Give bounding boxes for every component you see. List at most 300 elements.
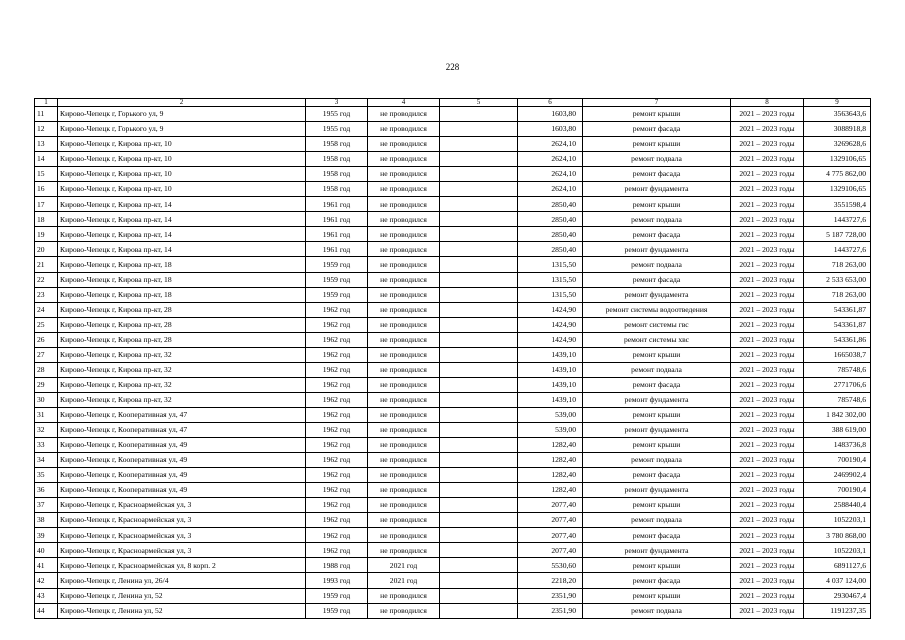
column-number-header: 4 xyxy=(368,99,440,107)
area-cell: 1282,40 xyxy=(518,468,583,483)
row-index-cell: 11 xyxy=(35,107,58,122)
address-cell: Кирово-Чепецк г, Горького ул, 9 xyxy=(58,107,306,122)
table-row xyxy=(35,513,871,528)
column-number-header: 8 xyxy=(731,99,804,107)
last-repair-cell: не проводился xyxy=(368,182,440,197)
cost-cell: 1443727,6 xyxy=(804,212,871,227)
period-cell: 2021 – 2023 годы xyxy=(731,558,804,573)
row-index-cell: 20 xyxy=(35,242,58,257)
work-type-cell: ремонт фасада xyxy=(583,167,731,182)
period-cell: 2021 – 2023 годы xyxy=(731,137,804,152)
address-cell: Кирово-Чепецк г, Кирова пр-кт, 10 xyxy=(58,152,306,167)
column-number-header: 6 xyxy=(518,99,583,107)
empty-cell xyxy=(440,332,518,347)
work-type-cell: ремонт фасада xyxy=(583,528,731,543)
cost-cell: 1329106,65 xyxy=(804,152,871,167)
table-row xyxy=(35,422,871,437)
address-cell: Кирово-Чепецк г, Кооперативная ул, 49 xyxy=(58,453,306,468)
area-cell: 1603,80 xyxy=(518,122,583,137)
address-cell: Кирово-Чепецк г, Кирова пр-кт, 18 xyxy=(58,257,306,272)
row-index-cell: 12 xyxy=(35,122,58,137)
cost-cell: 3269628,6 xyxy=(804,137,871,152)
cost-cell: 1443727,6 xyxy=(804,242,871,257)
work-type-cell: ремонт подвала xyxy=(583,603,731,618)
table-row xyxy=(35,287,871,302)
cost-cell: 2771706,6 xyxy=(804,377,871,392)
period-cell: 2021 – 2023 годы xyxy=(731,573,804,588)
work-type-cell: ремонт крыши xyxy=(583,407,731,422)
row-index-cell: 30 xyxy=(35,392,58,407)
area-cell: 2351,90 xyxy=(518,588,583,603)
period-cell: 2021 – 2023 годы xyxy=(731,107,804,122)
period-cell: 2021 – 2023 годы xyxy=(731,302,804,317)
last-repair-cell: не проводился xyxy=(368,137,440,152)
cost-cell: 2469902,4 xyxy=(804,468,871,483)
cost-cell: 1191237,35 xyxy=(804,603,871,618)
area-cell: 1439,10 xyxy=(518,392,583,407)
build-year-cell: 1962 год xyxy=(306,543,368,558)
empty-cell xyxy=(440,197,518,212)
period-cell: 2021 – 2023 годы xyxy=(731,272,804,287)
last-repair-cell: не проводился xyxy=(368,392,440,407)
last-repair-cell: не проводился xyxy=(368,498,440,513)
period-cell: 2021 – 2023 годы xyxy=(731,227,804,242)
cost-cell: 6891127,6 xyxy=(804,558,871,573)
period-cell: 2021 – 2023 годы xyxy=(731,257,804,272)
build-year-cell: 1962 год xyxy=(306,483,368,498)
empty-cell xyxy=(440,272,518,287)
empty-cell xyxy=(440,242,518,257)
work-type-cell: ремонт подвала xyxy=(583,453,731,468)
work-type-cell: ремонт фундамента xyxy=(583,422,731,437)
row-index-cell: 25 xyxy=(35,317,58,332)
build-year-cell: 1962 год xyxy=(306,392,368,407)
area-cell: 1424,90 xyxy=(518,317,583,332)
work-type-cell: ремонт системы водоотведения xyxy=(583,302,731,317)
cost-cell: 718 263,00 xyxy=(804,257,871,272)
build-year-cell: 1962 год xyxy=(306,498,368,513)
area-cell: 2624,10 xyxy=(518,137,583,152)
area-cell: 1424,90 xyxy=(518,332,583,347)
build-year-cell: 1959 год xyxy=(306,257,368,272)
last-repair-cell: не проводился xyxy=(368,107,440,122)
empty-cell xyxy=(440,558,518,573)
period-cell: 2021 – 2023 годы xyxy=(731,407,804,422)
build-year-cell: 1958 год xyxy=(306,152,368,167)
build-year-cell: 1962 год xyxy=(306,422,368,437)
build-year-cell: 1958 год xyxy=(306,137,368,152)
empty-cell xyxy=(440,422,518,437)
area-cell: 2077,40 xyxy=(518,513,583,528)
address-cell: Кирово-Чепецк г, Кирова пр-кт, 32 xyxy=(58,377,306,392)
last-repair-cell: не проводился xyxy=(368,197,440,212)
work-type-cell: ремонт подвала xyxy=(583,362,731,377)
build-year-cell: 1962 год xyxy=(306,377,368,392)
work-type-cell: ремонт фундамента xyxy=(583,182,731,197)
cost-cell: 1052203,1 xyxy=(804,513,871,528)
row-index-cell: 26 xyxy=(35,332,58,347)
work-type-cell: ремонт крыши xyxy=(583,347,731,362)
empty-cell xyxy=(440,453,518,468)
area-cell: 1603,80 xyxy=(518,107,583,122)
last-repair-cell: 2021 год xyxy=(368,558,440,573)
address-cell: Кирово-Чепецк г, Кооперативная ул, 47 xyxy=(58,422,306,437)
work-type-cell: ремонт фасада xyxy=(583,227,731,242)
row-index-cell: 21 xyxy=(35,257,58,272)
build-year-cell: 1959 год xyxy=(306,287,368,302)
empty-cell xyxy=(440,347,518,362)
period-cell: 2021 – 2023 годы xyxy=(731,287,804,302)
work-type-cell: ремонт подвала xyxy=(583,257,731,272)
area-cell: 2077,40 xyxy=(518,498,583,513)
work-type-cell: ремонт фасада xyxy=(583,122,731,137)
address-cell: Кирово-Чепецк г, Кирова пр-кт, 28 xyxy=(58,332,306,347)
period-cell: 2021 – 2023 годы xyxy=(731,242,804,257)
area-cell: 1282,40 xyxy=(518,483,583,498)
work-type-cell: ремонт крыши xyxy=(583,197,731,212)
area-cell: 2850,40 xyxy=(518,212,583,227)
address-cell: Кирово-Чепецк г, Кирова пр-кт, 32 xyxy=(58,347,306,362)
empty-cell xyxy=(440,438,518,453)
address-cell: Кирово-Чепецк г, Красноармейская ул, 3 xyxy=(58,498,306,513)
row-index-cell: 14 xyxy=(35,152,58,167)
cost-cell: 1483736,8 xyxy=(804,438,871,453)
build-year-cell: 1993 год xyxy=(306,573,368,588)
cost-cell: 1052203,1 xyxy=(804,543,871,558)
build-year-cell: 1958 год xyxy=(306,167,368,182)
area-cell: 2850,40 xyxy=(518,242,583,257)
last-repair-cell: не проводился xyxy=(368,362,440,377)
area-cell: 1315,50 xyxy=(518,287,583,302)
work-type-cell: ремонт крыши xyxy=(583,498,731,513)
table-row xyxy=(35,107,871,122)
cost-cell: 1 842 302,00 xyxy=(804,407,871,422)
row-index-cell: 37 xyxy=(35,498,58,513)
last-repair-cell: не проводился xyxy=(368,347,440,362)
table-row xyxy=(35,603,871,618)
table-row xyxy=(35,242,871,257)
build-year-cell: 1962 год xyxy=(306,453,368,468)
empty-cell xyxy=(440,167,518,182)
cost-cell: 543361,87 xyxy=(804,317,871,332)
build-year-cell: 1961 год xyxy=(306,197,368,212)
table-row xyxy=(35,468,871,483)
cost-cell: 2588440,4 xyxy=(804,498,871,513)
build-year-cell: 1962 год xyxy=(306,332,368,347)
row-index-cell: 23 xyxy=(35,287,58,302)
period-cell: 2021 – 2023 годы xyxy=(731,528,804,543)
address-cell: Кирово-Чепецк г, Кирова пр-кт, 32 xyxy=(58,392,306,407)
area-cell: 2850,40 xyxy=(518,197,583,212)
last-repair-cell: не проводился xyxy=(368,528,440,543)
address-cell: Кирово-Чепецк г, Красноармейская ул, 3 xyxy=(58,528,306,543)
row-index-cell: 44 xyxy=(35,603,58,618)
row-index-cell: 27 xyxy=(35,347,58,362)
cost-cell: 1665038,7 xyxy=(804,347,871,362)
table-row xyxy=(35,377,871,392)
build-year-cell: 1962 год xyxy=(306,347,368,362)
build-year-cell: 1959 год xyxy=(306,603,368,618)
address-cell: Кирово-Чепецк г, Ленина ул, 52 xyxy=(58,603,306,618)
repair-register-table xyxy=(34,98,871,619)
row-index-cell: 17 xyxy=(35,197,58,212)
area-cell: 539,00 xyxy=(518,422,583,437)
period-cell: 2021 – 2023 годы xyxy=(731,483,804,498)
empty-cell xyxy=(440,152,518,167)
address-cell: Кирово-Чепецк г, Красноармейская ул, 3 xyxy=(58,543,306,558)
empty-cell xyxy=(440,513,518,528)
area-cell: 1282,40 xyxy=(518,453,583,468)
last-repair-cell: не проводился xyxy=(368,317,440,332)
period-cell: 2021 – 2023 годы xyxy=(731,317,804,332)
address-cell: Кирово-Чепецк г, Кирова пр-кт, 18 xyxy=(58,287,306,302)
build-year-cell: 1959 год xyxy=(306,588,368,603)
last-repair-cell: не проводился xyxy=(368,152,440,167)
cost-cell: 3563643,6 xyxy=(804,107,871,122)
last-repair-cell: не проводился xyxy=(368,453,440,468)
area-cell: 1424,90 xyxy=(518,302,583,317)
column-number-header: 5 xyxy=(440,99,518,107)
last-repair-cell: не проводился xyxy=(368,212,440,227)
row-index-cell: 39 xyxy=(35,528,58,543)
table-row xyxy=(35,122,871,137)
last-repair-cell: не проводился xyxy=(368,543,440,558)
work-type-cell: ремонт системы гвс xyxy=(583,317,731,332)
work-type-cell: ремонт крыши xyxy=(583,107,731,122)
cost-cell: 543361,86 xyxy=(804,332,871,347)
build-year-cell: 1955 год xyxy=(306,107,368,122)
table-row xyxy=(35,498,871,513)
build-year-cell: 1955 год xyxy=(306,122,368,137)
empty-cell xyxy=(440,212,518,227)
build-year-cell: 1958 год xyxy=(306,182,368,197)
empty-cell xyxy=(440,543,518,558)
period-cell: 2021 – 2023 годы xyxy=(731,422,804,437)
work-type-cell: ремонт крыши xyxy=(583,558,731,573)
empty-cell xyxy=(440,483,518,498)
build-year-cell: 1962 год xyxy=(306,317,368,332)
period-cell: 2021 – 2023 годы xyxy=(731,453,804,468)
period-cell: 2021 – 2023 годы xyxy=(731,468,804,483)
period-cell: 2021 – 2023 годы xyxy=(731,332,804,347)
work-type-cell: ремонт фасада xyxy=(583,377,731,392)
row-index-cell: 28 xyxy=(35,362,58,377)
column-number-header: 9 xyxy=(804,99,871,107)
table-row xyxy=(35,347,871,362)
work-type-cell: ремонт фасада xyxy=(583,272,731,287)
table-header-row xyxy=(35,99,871,107)
empty-cell xyxy=(440,407,518,422)
cost-cell: 4 775 862,00 xyxy=(804,167,871,182)
last-repair-cell: не проводился xyxy=(368,227,440,242)
empty-cell xyxy=(440,377,518,392)
build-year-cell: 1962 год xyxy=(306,468,368,483)
area-cell: 2850,40 xyxy=(518,227,583,242)
build-year-cell: 1961 год xyxy=(306,212,368,227)
address-cell: Кирово-Чепецк г, Горького ул, 9 xyxy=(58,122,306,137)
period-cell: 2021 – 2023 годы xyxy=(731,588,804,603)
address-cell: Кирово-Чепецк г, Кооперативная ул, 49 xyxy=(58,468,306,483)
table-row xyxy=(35,212,871,227)
row-index-cell: 41 xyxy=(35,558,58,573)
table-row xyxy=(35,332,871,347)
area-cell: 2624,10 xyxy=(518,152,583,167)
period-cell: 2021 – 2023 годы xyxy=(731,438,804,453)
work-type-cell: ремонт фундамента xyxy=(583,543,731,558)
last-repair-cell: не проводился xyxy=(368,122,440,137)
empty-cell xyxy=(440,122,518,137)
address-cell: Кирово-Чепецк г, Кооперативная ул, 47 xyxy=(58,407,306,422)
build-year-cell: 1959 год xyxy=(306,272,368,287)
empty-cell xyxy=(440,137,518,152)
last-repair-cell: не проводился xyxy=(368,377,440,392)
address-cell: Кирово-Чепецк г, Кооперативная ул, 49 xyxy=(58,483,306,498)
work-type-cell: ремонт фундамента xyxy=(583,483,731,498)
cost-cell: 785748,6 xyxy=(804,362,871,377)
last-repair-cell: не проводился xyxy=(368,167,440,182)
period-cell: 2021 – 2023 годы xyxy=(731,513,804,528)
row-index-cell: 34 xyxy=(35,453,58,468)
work-type-cell: ремонт подвала xyxy=(583,513,731,528)
column-number-header: 2 xyxy=(58,99,306,107)
column-number-header: 3 xyxy=(306,99,368,107)
address-cell: Кирово-Чепецк г, Кооперативная ул, 49 xyxy=(58,438,306,453)
area-cell: 2077,40 xyxy=(518,528,583,543)
last-repair-cell: не проводился xyxy=(368,438,440,453)
build-year-cell: 1962 год xyxy=(306,438,368,453)
cost-cell: 785748,6 xyxy=(804,392,871,407)
last-repair-cell: не проводился xyxy=(368,332,440,347)
area-cell: 1439,10 xyxy=(518,362,583,377)
row-index-cell: 35 xyxy=(35,468,58,483)
last-repair-cell: не проводился xyxy=(368,257,440,272)
build-year-cell: 1961 год xyxy=(306,242,368,257)
cost-cell: 3 780 868,00 xyxy=(804,528,871,543)
area-cell: 1282,40 xyxy=(518,438,583,453)
cost-cell: 718 263,00 xyxy=(804,287,871,302)
empty-cell xyxy=(440,573,518,588)
area-cell: 2624,10 xyxy=(518,167,583,182)
area-cell: 5530,60 xyxy=(518,558,583,573)
build-year-cell: 1962 год xyxy=(306,407,368,422)
empty-cell xyxy=(440,227,518,242)
row-index-cell: 18 xyxy=(35,212,58,227)
last-repair-cell: не проводился xyxy=(368,588,440,603)
table-row xyxy=(35,483,871,498)
area-cell: 1439,10 xyxy=(518,347,583,362)
address-cell: Кирово-Чепецк г, Кирова пр-кт, 10 xyxy=(58,137,306,152)
address-cell: Кирово-Чепецк г, Кирова пр-кт, 10 xyxy=(58,182,306,197)
empty-cell xyxy=(440,317,518,332)
row-index-cell: 29 xyxy=(35,377,58,392)
table-row xyxy=(35,167,871,182)
table-row xyxy=(35,543,871,558)
period-cell: 2021 – 2023 годы xyxy=(731,182,804,197)
address-cell: Кирово-Чепецк г, Ленина ул, 52 xyxy=(58,588,306,603)
build-year-cell: 1962 год xyxy=(306,528,368,543)
row-index-cell: 38 xyxy=(35,513,58,528)
period-cell: 2021 – 2023 годы xyxy=(731,362,804,377)
row-index-cell: 32 xyxy=(35,422,58,437)
table-row xyxy=(35,558,871,573)
cost-cell: 700190,4 xyxy=(804,483,871,498)
page-number: 228 xyxy=(445,62,460,72)
address-cell: Кирово-Чепецк г, Кирова пр-кт, 14 xyxy=(58,212,306,227)
table-row xyxy=(35,152,871,167)
build-year-cell: 1962 год xyxy=(306,302,368,317)
cost-cell: 2930467,4 xyxy=(804,588,871,603)
table-row xyxy=(35,453,871,468)
table-row xyxy=(35,302,871,317)
table-row xyxy=(35,407,871,422)
cost-cell: 700190,4 xyxy=(804,453,871,468)
table-row xyxy=(35,137,871,152)
empty-cell xyxy=(440,603,518,618)
empty-cell xyxy=(440,362,518,377)
address-cell: Кирово-Чепецк г, Ленина ул, 26/4 xyxy=(58,573,306,588)
work-type-cell: ремонт крыши xyxy=(583,438,731,453)
table-row xyxy=(35,438,871,453)
empty-cell xyxy=(440,287,518,302)
period-cell: 2021 – 2023 годы xyxy=(731,347,804,362)
build-year-cell: 1962 год xyxy=(306,513,368,528)
cost-cell: 3551598,4 xyxy=(804,197,871,212)
work-type-cell: ремонт фундамента xyxy=(583,287,731,302)
table-row xyxy=(35,182,871,197)
build-year-cell: 1962 год xyxy=(306,362,368,377)
cost-cell: 543361,87 xyxy=(804,302,871,317)
cost-cell: 3088918,8 xyxy=(804,122,871,137)
row-index-cell: 42 xyxy=(35,573,58,588)
table-row xyxy=(35,528,871,543)
last-repair-cell: не проводился xyxy=(368,287,440,302)
cost-cell: 388 619,00 xyxy=(804,422,871,437)
address-cell: Кирово-Чепецк г, Кирова пр-кт, 14 xyxy=(58,197,306,212)
column-number-header: 7 xyxy=(583,99,731,107)
row-index-cell: 24 xyxy=(35,302,58,317)
last-repair-cell: не проводился xyxy=(368,272,440,287)
address-cell: Кирово-Чепецк г, Красноармейская ул, 8 корп. 2 xyxy=(58,558,306,573)
last-repair-cell: не проводился xyxy=(368,603,440,618)
row-index-cell: 33 xyxy=(35,438,58,453)
area-cell: 2077,40 xyxy=(518,543,583,558)
empty-cell xyxy=(440,107,518,122)
work-type-cell: ремонт фасада xyxy=(583,573,731,588)
period-cell: 2021 – 2023 годы xyxy=(731,152,804,167)
work-type-cell: ремонт фундамента xyxy=(583,242,731,257)
empty-cell xyxy=(440,257,518,272)
area-cell: 2624,10 xyxy=(518,182,583,197)
work-type-cell: ремонт подвала xyxy=(583,152,731,167)
empty-cell xyxy=(440,392,518,407)
work-type-cell: ремонт системы хвс xyxy=(583,332,731,347)
work-type-cell: ремонт крыши xyxy=(583,137,731,152)
address-cell: Кирово-Чепецк г, Кирова пр-кт, 28 xyxy=(58,317,306,332)
period-cell: 2021 – 2023 годы xyxy=(731,603,804,618)
row-index-cell: 22 xyxy=(35,272,58,287)
address-cell: Кирово-Чепецк г, Кирова пр-кт, 18 xyxy=(58,272,306,287)
last-repair-cell: не проводился xyxy=(368,468,440,483)
row-index-cell: 43 xyxy=(35,588,58,603)
address-cell: Кирово-Чепецк г, Кирова пр-кт, 10 xyxy=(58,167,306,182)
last-repair-cell: не проводился xyxy=(368,422,440,437)
empty-cell xyxy=(440,302,518,317)
area-cell: 1315,50 xyxy=(518,272,583,287)
period-cell: 2021 – 2023 годы xyxy=(731,197,804,212)
table-row xyxy=(35,257,871,272)
table-row xyxy=(35,588,871,603)
address-cell: Кирово-Чепецк г, Красноармейская ул, 3 xyxy=(58,513,306,528)
